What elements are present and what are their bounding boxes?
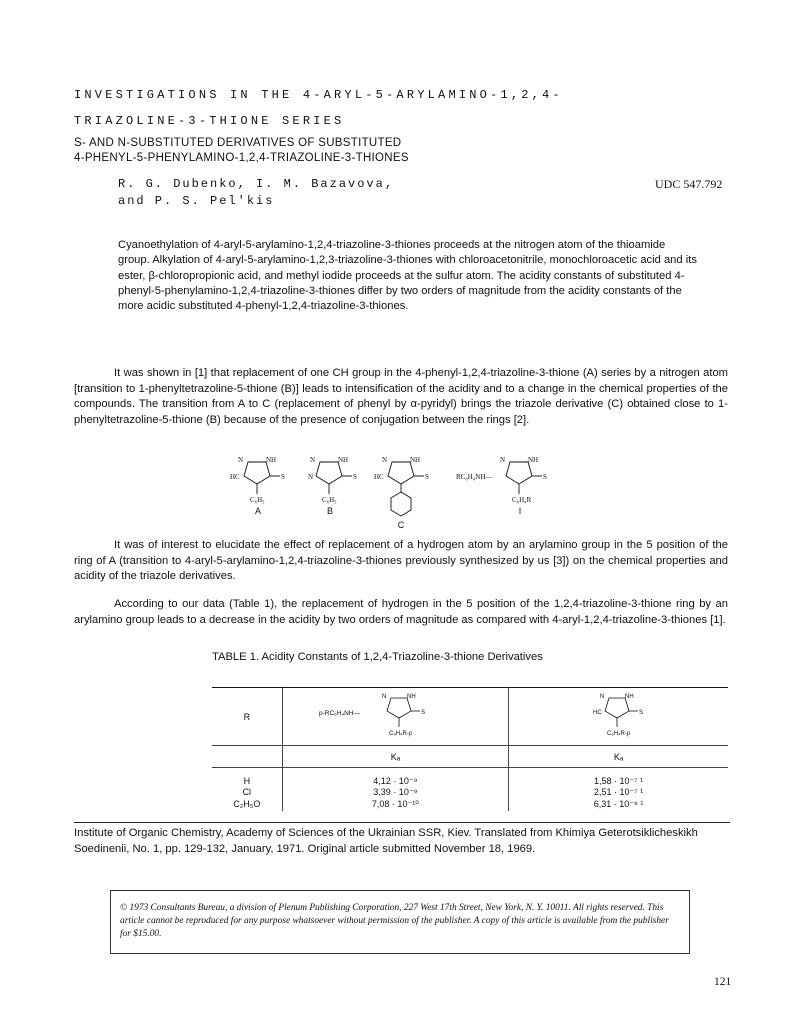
structure-b-substituent: C₆H₅ <box>322 496 337 504</box>
svg-text:N: N <box>310 456 316 464</box>
subtitle-line-2: 4-PHENYL-5-PHENYLAMINO-1,2,4-TRIAZOLINE-3-THIONES <box>74 152 409 164</box>
paragraph-2: It was of interest to elucidate the effect of replacement of a hydrogen atom by an arylamino group in the 5 position of the ring of A (transition to 4-aryl-5-arylamino-1,2,4-triazoline-3-thiones previously synthesized by us [3]) on the chemical properties and acidity of the triazole derivatives. <box>74 539 728 583</box>
row-value-1: 4,12 · 10⁻⁹ <box>282 776 508 787</box>
structure-a-label: A <box>254 506 262 516</box>
ka-header-1: Kₐ <box>282 746 508 768</box>
structure-a-substituent: C₆H₅ <box>250 496 265 504</box>
structure-c <box>374 456 429 530</box>
structure-i-substituent: C₆H₄R <box>512 496 532 504</box>
svg-text:NH: NH <box>407 693 417 700</box>
table-row <box>212 776 728 787</box>
svg-text:HC: HC <box>230 473 240 481</box>
header-structure-2-substituent: C₆H₄R-p <box>606 730 630 737</box>
svg-text:NH: NH <box>410 456 421 464</box>
svg-text:S: S <box>638 709 643 716</box>
row-value-1: 7,08 · 10⁻¹⁰ <box>282 798 508 811</box>
row-value-2: 6,31 · 10⁻⁸ ¹ <box>593 798 644 809</box>
svg-text:NH: NH <box>266 456 277 464</box>
row-r: H <box>212 776 282 787</box>
svg-text:NH: NH <box>528 456 539 464</box>
svg-text:NH: NH <box>338 456 349 464</box>
header-structure-2 <box>509 688 728 746</box>
header-structure-1-prefix: p-RC₆H₄NH— <box>319 709 361 717</box>
svg-text:HC: HC <box>592 709 602 716</box>
footnote: Institute of Organic Chemistry, Academy of Sciences of the Ukrainian SSR, Kiev. Translated from Khimiya Geterotsiklicheskikh Soedinenii, No. 1, pp. 129-132, January, 1971. Original article submitted November 18, 1969. <box>74 822 730 857</box>
header-r: R <box>212 688 282 746</box>
header-structure-1-diagram <box>315 690 475 742</box>
acidity-table <box>212 687 728 811</box>
svg-text:N: N <box>599 693 604 700</box>
header-structure-1-substituent: C₆H₄R-p <box>389 730 413 737</box>
svg-text:N: N <box>382 456 388 464</box>
header-structure-2-diagram <box>579 690 659 742</box>
structure-b <box>308 456 357 516</box>
ka-header-2: Kₐ <box>613 751 624 762</box>
row-r: C₂H₅O <box>212 798 282 811</box>
svg-text:S: S <box>281 473 285 481</box>
structure-i <box>456 456 547 516</box>
structure-c-label: C <box>397 520 405 530</box>
title-line-1: INVESTIGATIONS IN THE 4-ARYL-5-ARYLAMINO-1,2,4- <box>74 88 563 102</box>
paragraph-3: According to our data (Table 1), the replacement of hydrogen in the 5 position of the 1,2,4-triazoline-3-thione ring by an arylamino group leads to a decrease in the acidity by two orders of magnitude as compared with 4-aryl-1,2,4-triazoline-3-thiones [1]. <box>74 598 728 626</box>
svg-text:N: N <box>308 473 314 481</box>
svg-text:S: S <box>543 473 547 481</box>
svg-text:S: S <box>425 473 429 481</box>
table-row <box>212 798 728 811</box>
udc-code: UDC 547.792 <box>655 177 723 191</box>
table-caption: TABLE 1. Acidity Constants of 1,2,4-Triazoline-3-thione Derivatives <box>212 651 543 663</box>
row-value-1: 3,39 · 10⁻⁹ <box>282 787 508 798</box>
authors <box>118 176 394 210</box>
svg-text:NH: NH <box>624 693 634 700</box>
row-value-2: 2,51 · 10⁻⁷ ¹ <box>594 786 644 797</box>
svg-text:N: N <box>382 693 387 700</box>
title-line-2: TRIAZOLINE-3-THIONE SERIES <box>74 114 345 128</box>
paragraph-1: It was shown in [1] that replacement of one CH group in the 4-phenyl-1,2,4-triazoline-3-thione (A) series by a nitrogen atom [transition to 1-phenyltetrazoline-5-thione (B)] leads to intensification of the acidity and to a change in the chemical properties of the compounds. The transition from A to C (replacement of phenyl by α-pyridyl) brings the triazole derivative (C) obtained close to 1-phenyltetrazoline-5-thione (B) because of the presence of conjugation between the rings [2]. <box>74 367 728 426</box>
subtitle <box>74 136 409 166</box>
header-structure-1 <box>282 688 508 746</box>
structure-b-label: B <box>326 506 334 516</box>
ka-blank <box>212 746 282 768</box>
copyright-text: © 1973 Consultants Bureau, a division of Plenum Publishing Corporation, 227 West 17th Street, New York, N. Y. 10011. All rights reserved. This article cannot be reproduced for any purpose whatsoever without permission of the publisher. A copy of this article is available from the publisher for $15.00. <box>120 903 669 939</box>
page-number: 121 <box>714 976 732 988</box>
svg-text:S: S <box>353 473 357 481</box>
copyright-box <box>110 890 690 954</box>
chemical-structures <box>220 452 580 534</box>
structure-a <box>230 456 285 516</box>
structure-i-prefix: RC₆H₄NH— <box>456 473 493 481</box>
table-row <box>212 787 728 798</box>
authors-line-1: R. G. Dubenko, I. M. Bazavova, <box>118 177 395 191</box>
subtitle-line-1: S- AND N-SUBSTITUTED DERIVATIVES OF SUBSTITUTED <box>74 137 402 149</box>
row-r: Cl <box>212 787 282 798</box>
svg-text:N: N <box>500 456 506 464</box>
svg-text:N: N <box>238 456 244 464</box>
abstract: Cyanoethylation of 4-aryl-5-arylamino-1,2,4-triazoline-3-thiones proceeds at the nitrogen atom of the thioamide group. Alkylation of 4-aryl-5-arylamino-1,2,3-triazoline-3-thiones with chloroacetonitrile, monochloroacetic acid and its ester, β-chloropropionic acid, and methyl iodide proceeds at the sulfur atom. The acidity constants of substituted 4-phenyl-5-phenylamino-1,2,4-triazoline-3-thiones differ by two orders of magnitude from the acidity constants of the more acidic substituted 4-phenyl-1,2,4-triazoline-3-thiones. <box>118 239 697 313</box>
row-value-2: 1,58 · 10⁻⁷ ¹ <box>594 775 644 786</box>
svg-text:S: S <box>421 709 426 716</box>
authors-line-2: and P. S. Pel'kis <box>118 194 275 208</box>
structure-i-label: I <box>518 506 522 516</box>
svg-text:HC: HC <box>374 473 384 481</box>
